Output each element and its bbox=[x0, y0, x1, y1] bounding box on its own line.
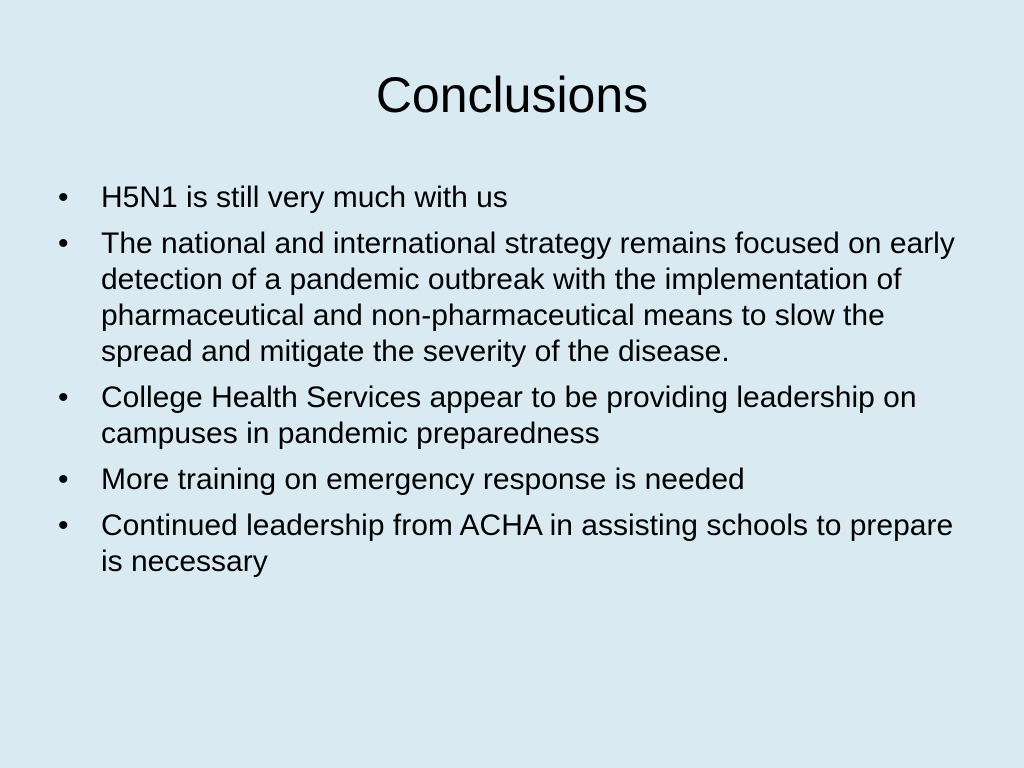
bullet-list bbox=[58, 180, 978, 590]
bullet-dot-icon: • bbox=[58, 381, 69, 414]
bullet-dot-icon: • bbox=[58, 227, 69, 260]
bullet-text: The national and international strategy remains focused on early detection of a pandemic outbreak with the implementation of pharmaceutical and non-pharmaceutical means to slow the spread and mitigate the severity of the disease. bbox=[101, 227, 955, 368]
bullet-item bbox=[58, 180, 978, 216]
bullet-item bbox=[58, 380, 978, 452]
bullet-dot-icon: • bbox=[58, 463, 69, 496]
bullet-item bbox=[58, 226, 978, 370]
bullet-dot-icon: • bbox=[58, 181, 69, 214]
slide-title: Conclusions bbox=[375, 67, 649, 123]
bullet-text: H5N1 is still very much with us bbox=[101, 181, 508, 214]
bullet-text: College Health Services appear to be providing leadership on campuses in pandemic preparedness bbox=[101, 381, 917, 450]
bullet-text: Continued leadership from ACHA in assisting schools to prepare is necessary bbox=[101, 509, 954, 578]
bullet-text: More training on emergency response is needed bbox=[101, 463, 745, 496]
bullet-dot-icon: • bbox=[58, 509, 69, 542]
bullet-item bbox=[58, 462, 978, 498]
bullet-item bbox=[58, 508, 978, 580]
